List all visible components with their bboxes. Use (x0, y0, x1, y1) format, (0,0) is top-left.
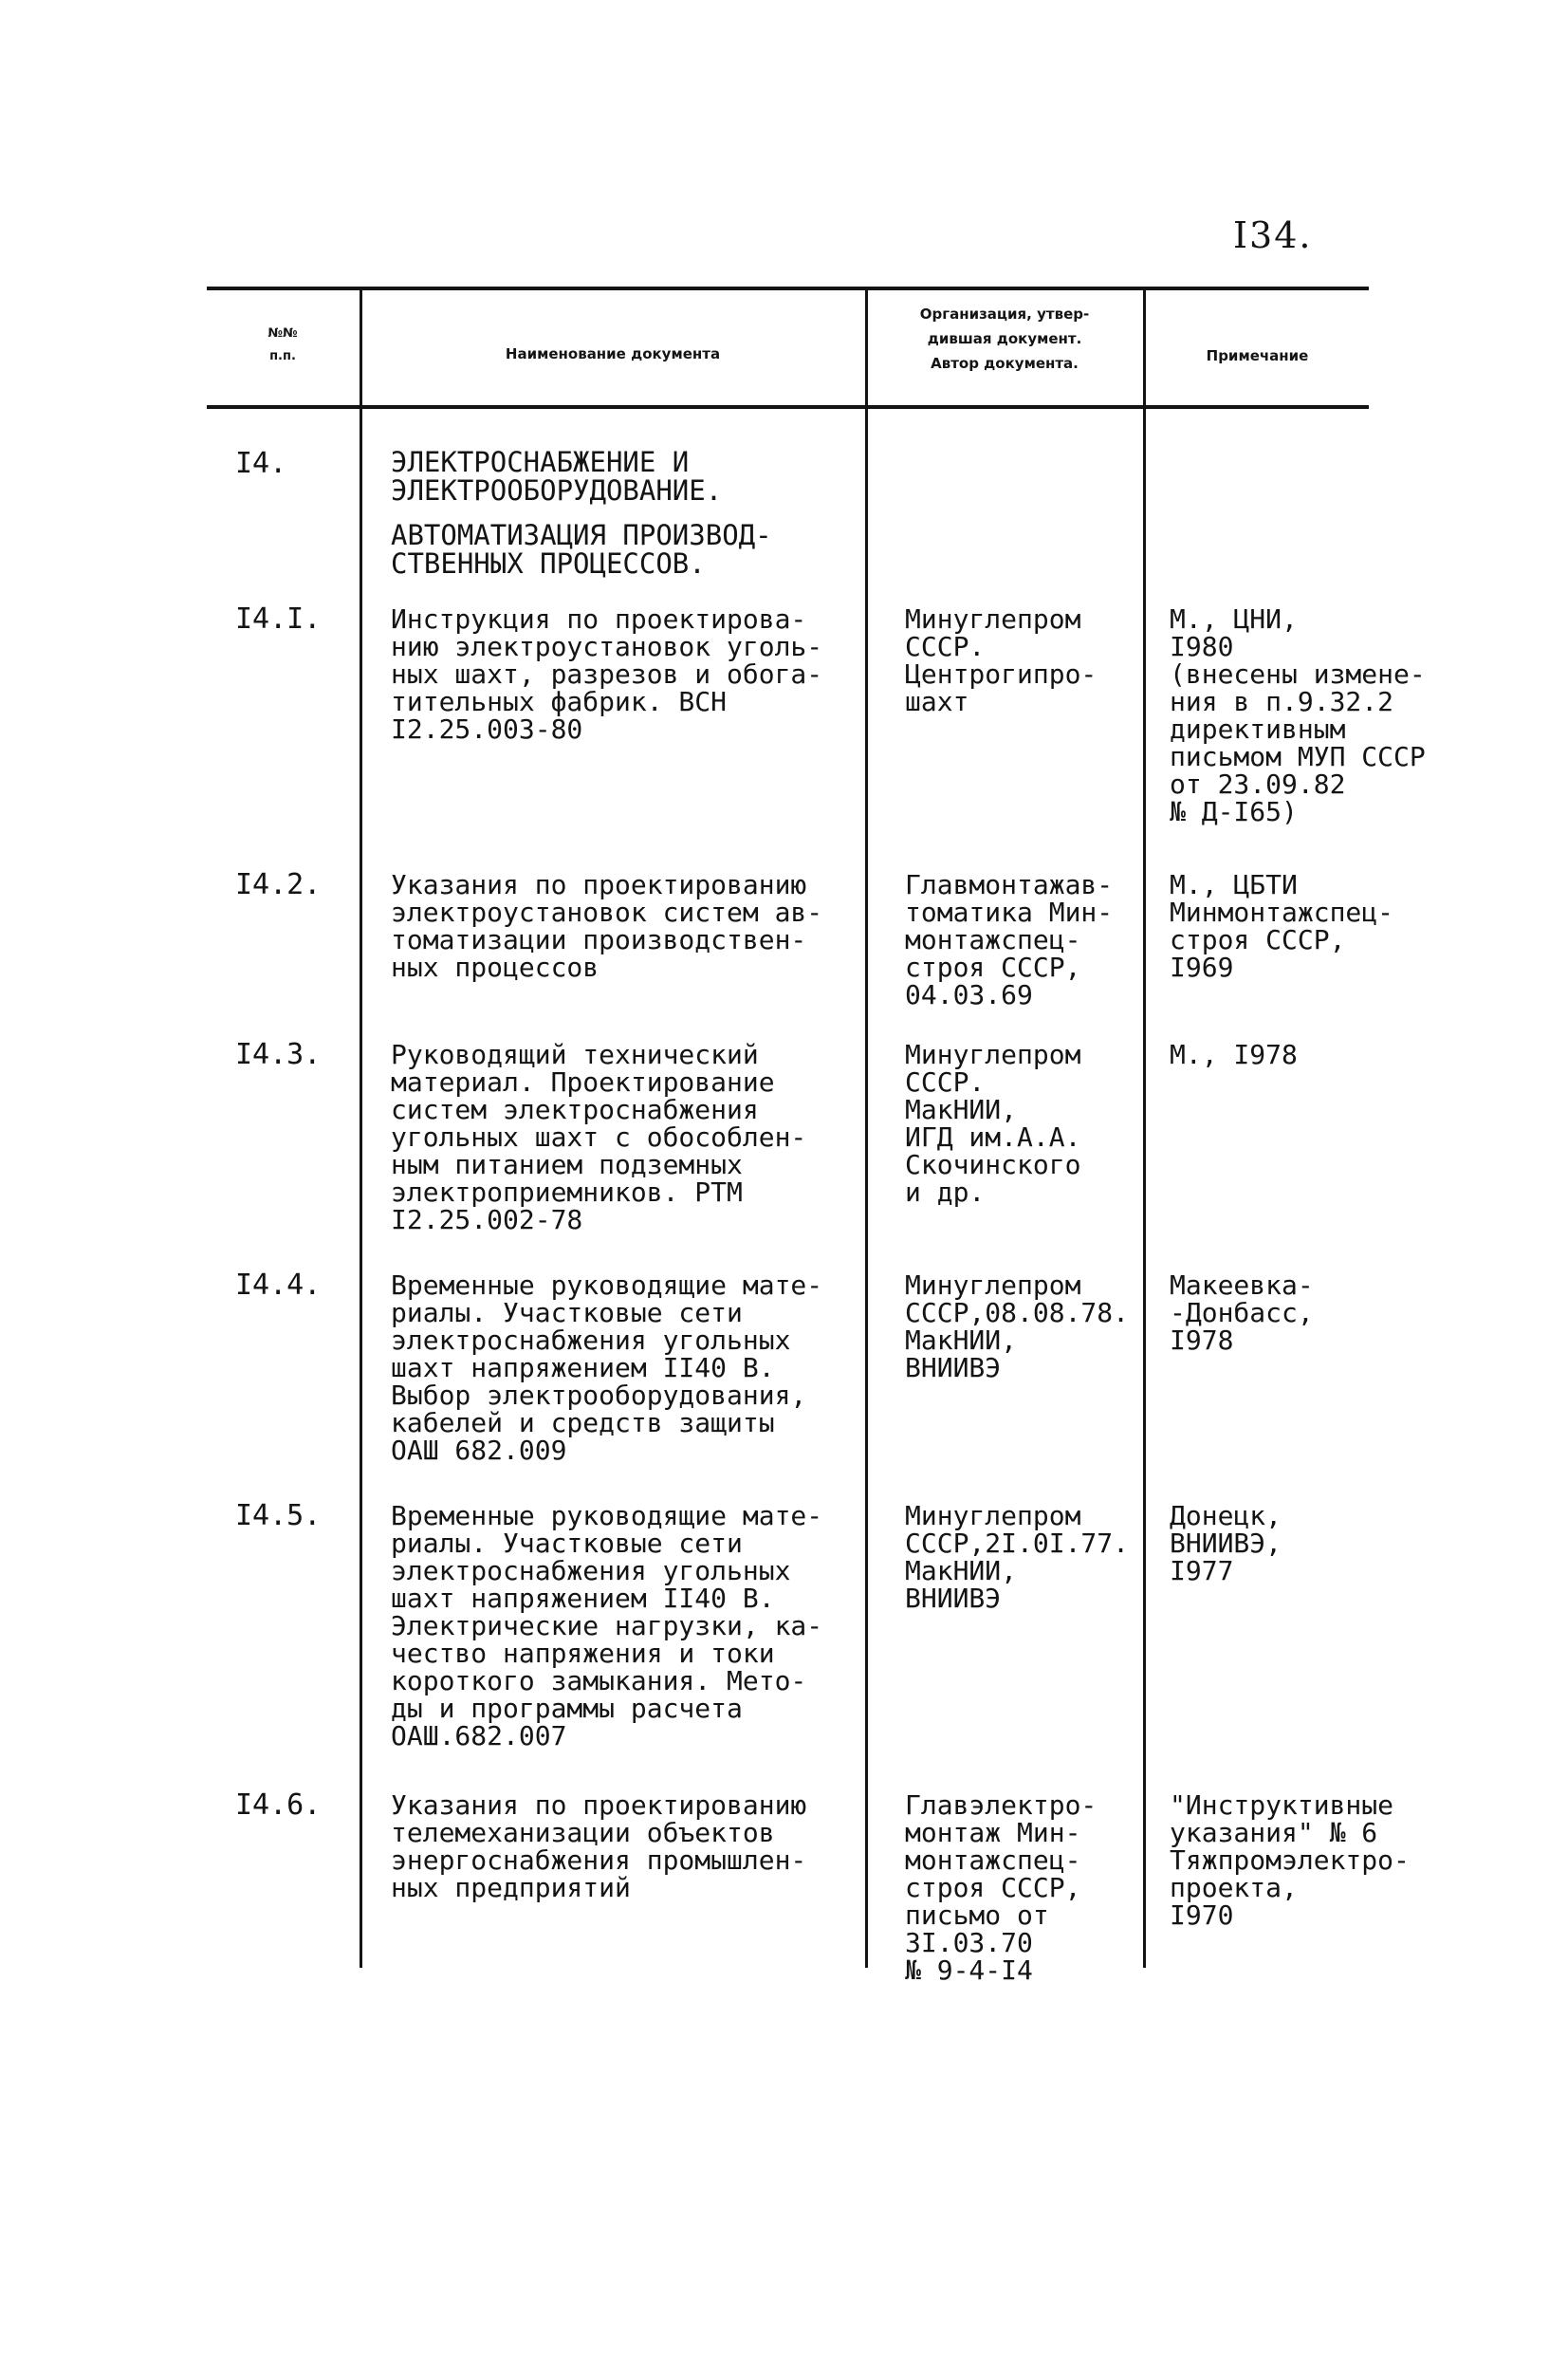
table-top-rule (207, 287, 1369, 290)
row-note: М., I978 (1170, 1039, 1298, 1070)
column-rule-1 (360, 288, 362, 1968)
row-note: М., ЦНИ, I980 (внесены измене- ния в п.9.32.2 директивным письмом МУП СССР от 23.09.82 № Д-I65) (1170, 603, 1426, 827)
section-title: ЭЛЕКТРОСНАБЖЕНИЕ И ЭЛЕКТРООБОРУДОВАНИЕ. (391, 446, 723, 507)
row-num: I4.4. (235, 1269, 322, 1302)
row-num: I4.6. (235, 1788, 322, 1822)
section-num: I4. (235, 447, 287, 480)
column-rule-2 (865, 288, 868, 1968)
row-org: Главмонтажав- томатика Мин- монтажспец- строя СССР, 04.03.69 (905, 869, 1114, 1010)
row-num: I4.5. (235, 1499, 322, 1532)
column-rule-3 (1143, 288, 1146, 1968)
header-num: №№ п.п. (267, 326, 298, 363)
row-org: Минуглепром СССР,08.08.78. МакНИИ, ВНИИВЭ (905, 1269, 1130, 1383)
row-note: "Инструктивные указания" № 6 Тяжпромэлектро- проекта, I970 (1170, 1789, 1410, 1931)
row-note: Макеевка- -Донбасс, I978 (1170, 1269, 1314, 1356)
row-org: Минуглепром СССР,2I.0I.77. МакНИИ, ВНИИВЭ (905, 1500, 1130, 1614)
row-org: Минуглепром СССР. Центрогипро- шахт (905, 603, 1098, 717)
row-title: Руководящий технический материал. Проектирование систем электроснабжения угольных шахт с обособлен- ным питанием подземных электроприемников. РТМ I2.25.002-78 (391, 1039, 807, 1235)
row-title: Временные руководящие мате- риалы. Участковые сети электроснабжения угольных шахт напряжением II40 В. Выбор электрооборудования, кабелей и средств защиты ОАШ 682.009 (391, 1269, 823, 1466)
header-name: Наименование документа (505, 345, 721, 362)
row-num: I4.I. (235, 602, 322, 636)
page-number: I34. (1233, 214, 1313, 256)
row-title: Указания по проектированию электроустановок систем ав- томатизации производствен- ных процессов (391, 869, 823, 983)
header-note: Примечание (1206, 347, 1309, 364)
row-org: Главэлектро- монтаж Мин- монтажспец- строя СССР, письмо от 3I.03.70 № 9-4-I4 (905, 1789, 1098, 1986)
row-num: I4.2. (235, 868, 322, 901)
header-org: Организация, утвер- дившая документ. Автор документа. (919, 306, 1090, 372)
row-title: Указания по проектированию телемеханизации объектов энергоснабжения промышлен- ных предприятий (391, 1789, 807, 1903)
row-note: М., ЦБТИ Минмонтажспец- строя СССР, I969 (1170, 869, 1394, 983)
row-org: Минуглепром СССР. МакНИИ, ИГД им.А.А. Скочинского и др. (905, 1039, 1081, 1208)
row-num: I4.3. (235, 1038, 322, 1071)
table-header-rule (207, 405, 1369, 409)
row-title: Инструкция по проектирова- нию электроустановок уголь- ных шахт, разрезов и обога- тительных фабрик. ВСН I2.25.003-80 (391, 603, 823, 745)
row-note: Донецк, ВНИИВЭ, I977 (1170, 1500, 1282, 1586)
section-subtitle: АВТОМАТИЗАЦИЯ ПРОИЗВОД- СТВЕННЫХ ПРОЦЕССОВ. (391, 519, 772, 580)
row-title: Временные руководящие мате- риалы. Участковые сети электроснабжения угольных шахт напряжением II40 В. Электрические нагрузки, ка- чество напряжения и токи короткого замыкания. Мето- ды и программы расчета ОАШ.682.007 (391, 1500, 823, 1751)
